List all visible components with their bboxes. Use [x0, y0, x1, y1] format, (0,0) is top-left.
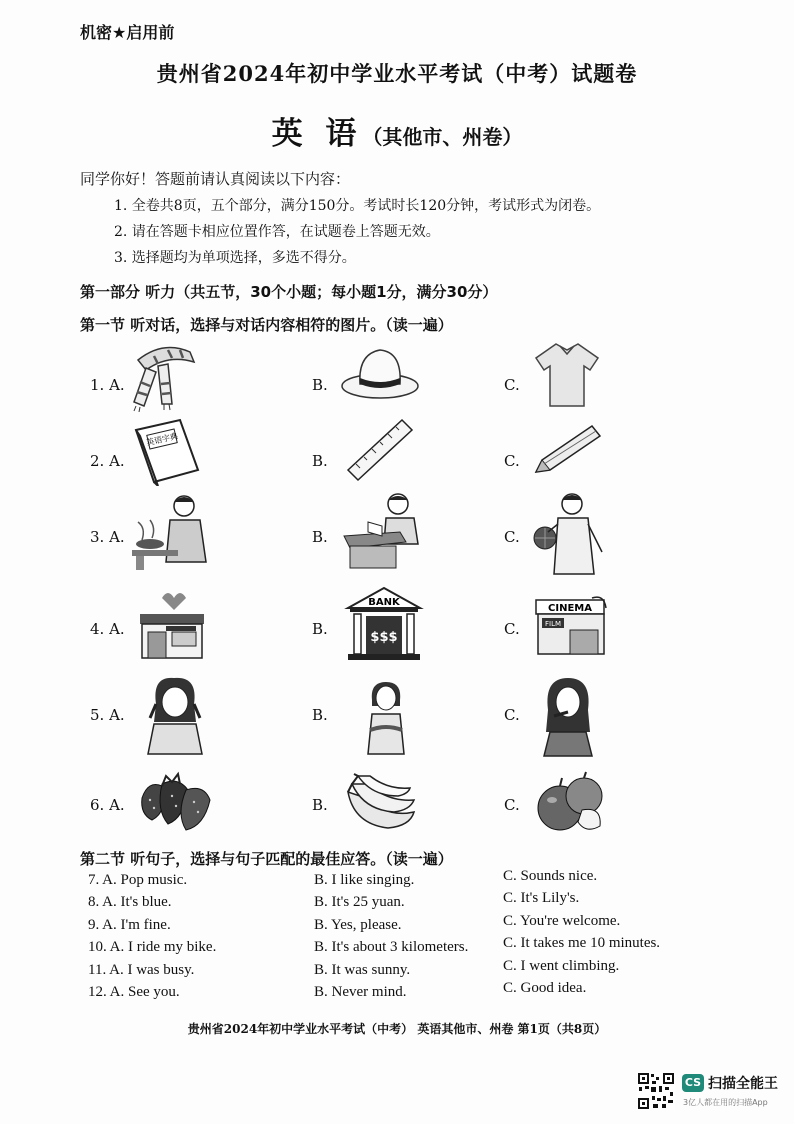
option-b-label: B. [312, 452, 328, 470]
option-c: C. Sounds nice. [503, 868, 598, 884]
subject-name: 英 语 [271, 116, 363, 152]
headache-girl-icon [142, 674, 208, 756]
option-c: C. Good idea. [503, 979, 587, 996]
bank-icon [344, 584, 424, 664]
option-b: B. I like singing. [314, 872, 415, 888]
instruction-item: 3. 选择题均为单项选择，多选不得分。 [114, 250, 356, 266]
option-b: B. It was sunny. [314, 961, 411, 978]
exam-title: 贵州省2024年初中学业水平考试（中考）试题卷 [156, 61, 638, 86]
reading-boy-icon [342, 492, 426, 572]
subject-note: （其他市、州卷） [362, 125, 523, 149]
camscanner-logo: CS [682, 1074, 704, 1092]
option-b: B. It's 25 yuan. [314, 894, 405, 911]
picture-question-6 [0, 760, 794, 850]
camscanner-tagline: 3亿人都在用的扫描App [683, 1098, 768, 1107]
option-b: B. Never mind. [314, 983, 407, 1000]
option-c: C. It takes me 10 minutes. [503, 935, 661, 952]
cinema-film: FILM [544, 620, 562, 628]
option-b-label: B. [312, 706, 328, 724]
question-number: 4. A. [90, 620, 125, 638]
stomachache-girl-icon [360, 680, 410, 756]
pencil-icon [530, 420, 606, 478]
option-c-label: C. [504, 796, 520, 814]
bananas-icon [344, 772, 418, 834]
basketball-boy-icon [532, 492, 614, 576]
question-number: 3. A. [90, 528, 125, 546]
option-b-label: B. [312, 620, 328, 638]
instructions-list [114, 193, 600, 271]
option-c-label: C. [504, 452, 520, 470]
option-b: B. Yes, please. [314, 916, 402, 933]
picture-question-3 [0, 492, 794, 582]
hat-icon [340, 344, 422, 404]
scarf-icon [128, 340, 203, 412]
option-c: C. It's Lily's. [503, 890, 580, 907]
option-a: 7. A. Pop music. [88, 872, 188, 888]
question-number: 2. A. [90, 452, 125, 470]
cinema-sign: CINEMA [548, 603, 592, 614]
option-b: B. It's about 3 kilometers. [314, 939, 469, 956]
bank-sign: BANK [368, 597, 400, 608]
ruler-icon [344, 416, 416, 482]
book-label: 英语字典 [145, 431, 179, 448]
question-number: 6. A. [90, 796, 125, 814]
option-c-label: C. [504, 706, 520, 724]
picture-question-4 [0, 584, 794, 674]
section2-heading: 第二节 听句子，选择与句子匹配的最佳应答。（读一遍） [80, 850, 453, 868]
option-b-label: B. [312, 376, 328, 394]
instruction-item: 2. 请在答题卡相应位置作答，在试题卷上答题无效。 [114, 224, 440, 240]
picture-question-5 [0, 670, 794, 760]
shop-icon [132, 584, 216, 662]
toothache-girl-icon [540, 676, 596, 758]
book-icon [132, 416, 204, 486]
option-c-label: C. [504, 528, 520, 546]
qr-code-icon [637, 1072, 675, 1110]
strawberries-icon [138, 770, 214, 836]
part1-heading: 第一部分 听力（共五节，30个小题；每小题1分，满分30分） [80, 283, 498, 301]
subject-title [0, 108, 794, 153]
option-a: 9. A. I'm fine. [88, 916, 171, 933]
option-b-label: B. [312, 528, 328, 546]
option-c: C. You're welcome. [503, 912, 621, 929]
cinema-icon [532, 594, 612, 662]
question-number: 1. A. [90, 376, 125, 394]
option-a: 12. A. See you. [88, 983, 180, 1000]
question-number: 5. A. [90, 706, 125, 724]
page-footer: 贵州省2024年初中学业水平考试（中考） 英语其他市、州卷 第1页（共8页） [187, 1022, 607, 1036]
tshirt-icon [534, 340, 600, 408]
option-c-label: C. [504, 376, 520, 394]
camscanner-name: 扫描全能王 [708, 1076, 778, 1092]
instruction-item: 1. 全卷共8页，五个部分，满分150分。考试时长120分钟，考试形式为闭卷。 [114, 198, 601, 214]
apples-icon [532, 770, 606, 836]
option-a: 11. A. I was busy. [88, 961, 195, 978]
option-c: C. I went climbing. [503, 957, 620, 974]
option-a: 10. A. I ride my bike. [88, 939, 217, 956]
bank-money: $$$ [370, 630, 398, 645]
option-c-label: C. [504, 620, 520, 638]
instructions-greeting: 同学你好！答题前请认真阅读以下内容： [80, 170, 351, 188]
section1-heading: 第一节 听对话，选择与对话内容相符的图片。（读一遍） [80, 316, 453, 334]
option-b-label: B. [312, 796, 328, 814]
cooking-boy-icon [130, 492, 214, 572]
confidential-mark: 机密★启用前 [80, 23, 175, 42]
option-a: 8. A. It's blue. [88, 894, 172, 911]
